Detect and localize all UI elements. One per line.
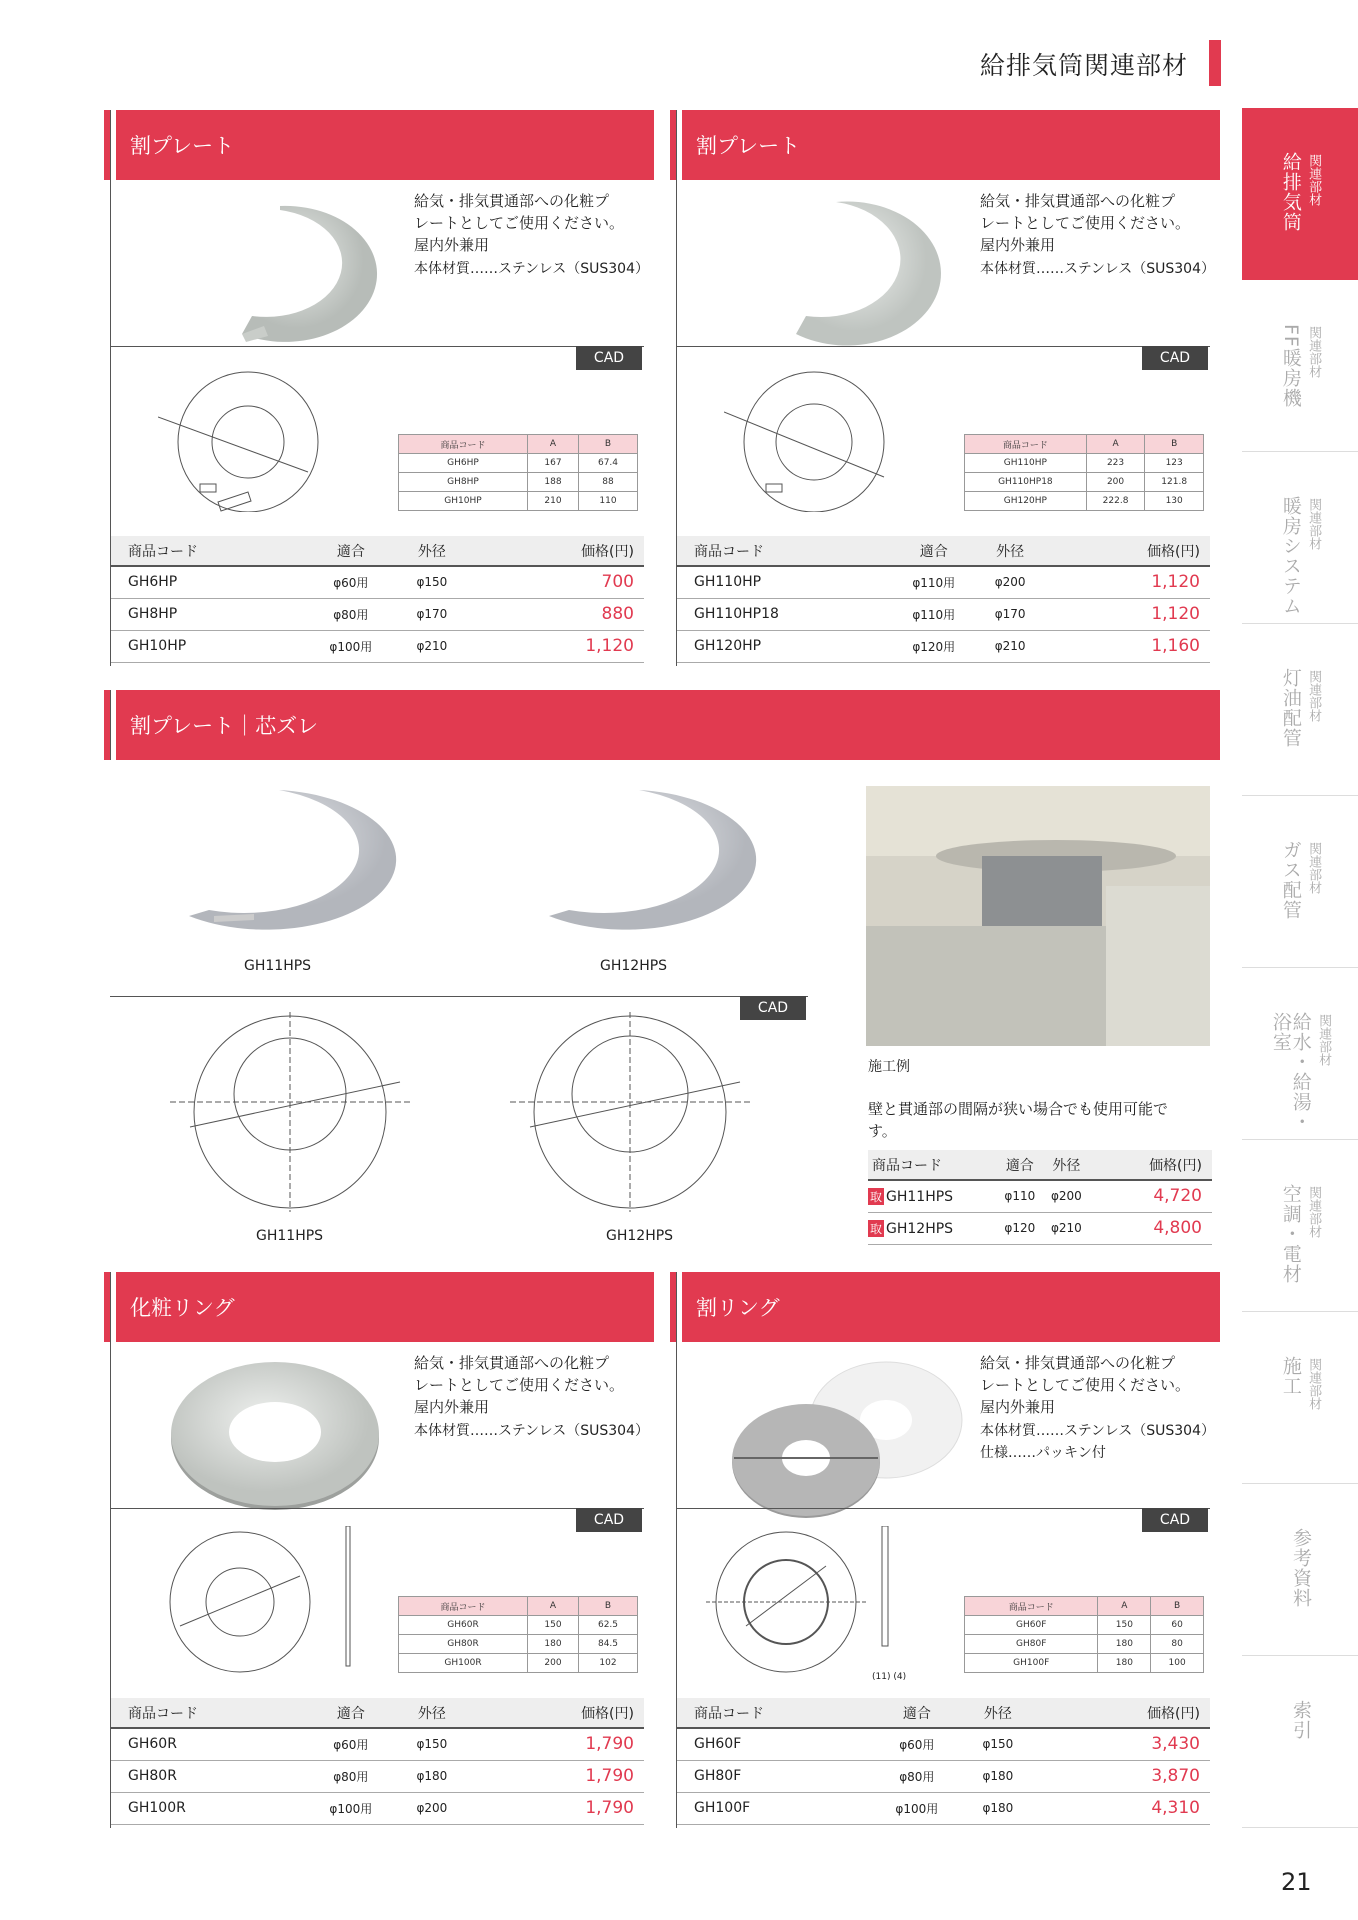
table-row: GH120HP 222.8 130 [965, 492, 1204, 511]
cad-button[interactable]: CAD [1142, 346, 1208, 370]
split-plate-drawing [158, 362, 338, 512]
cad-button[interactable]: CAD [576, 346, 642, 370]
split-plate-photo [170, 192, 390, 352]
offset-plate-photo-2 [504, 780, 774, 940]
table-row: GH110HP 223 123 [965, 454, 1204, 473]
table-row: GH120HP φ120用 φ210 1,160 [676, 630, 1210, 662]
table-row: GH6HP 167 67.4 [399, 454, 638, 473]
table-row: GH100F φ100用 φ180 4,310 [676, 1792, 1210, 1824]
table-row: GH8HP φ80用 φ170 880 [110, 598, 644, 630]
panel-title: 化粧リング [110, 1272, 654, 1342]
product-description: 壁と貫通部の間隔が狭い場合でも使用可能で す。 [868, 1100, 1169, 1140]
table-row: GH80F 180 80 [965, 1635, 1204, 1654]
dimension-table: 商品コード A B GH60R 150 62.5 GH80R 180 84.5 GH100R 200 102 [398, 1596, 638, 1673]
price-table: 商品コード 適合 外径 価格(円) 取 GH11HPS φ110 φ200 4,720 取 GH12HPS φ120 φ210 4,800 [868, 1150, 1212, 1245]
dimension-table: 商品コード A B GH6HP 167 67.4 GH8HP 188 88 GH10HP 210 110 [398, 434, 638, 511]
panel-title: 割リング [676, 1272, 1220, 1342]
panel-split-ring [676, 1272, 1220, 1832]
side-nav [1242, 108, 1358, 1828]
product-label: GH12HPS [600, 958, 668, 974]
table-row: GH6HP φ60用 φ150 700 [110, 566, 644, 598]
side-nav-item-exhaust[interactable]: 給排気筒 関連部材 [1242, 108, 1358, 280]
page-section-title: 給排気筒関連部材 [979, 51, 1188, 80]
table-row: 取 GH11HPS φ110 φ200 4,720 [868, 1180, 1212, 1212]
table-row: GH110HP18 200 121.8 [965, 473, 1204, 492]
product-description: 給気・排気貫通部への化粧プ レートとしてご使用ください。 屋内外兼用 本体材質……ステンレス（SUS304） [980, 192, 1215, 277]
offset-plate-photo-1 [144, 780, 414, 940]
offset-plate-drawing-1 [170, 1012, 470, 1212]
price-table: 商品コード 適合 外径 価格(円) GH60F φ60用 φ150 3,430 GH80F φ80用 φ180 3,870 GH100F φ100用 φ180 4,310 [676, 1698, 1210, 1825]
header-accent-bar [1209, 40, 1221, 86]
split-ring-drawing [706, 1526, 906, 1676]
panel-split-plate-1 [110, 110, 654, 670]
decorative-ring-drawing [150, 1526, 370, 1676]
panel-decorative-ring [110, 1272, 654, 1832]
table-row: GH80R 180 84.5 [399, 1635, 638, 1654]
side-nav-item-index[interactable]: 索引 [1242, 1656, 1358, 1828]
product-label: GH11HPS [244, 958, 312, 974]
panel-title: 割プレート [676, 110, 1220, 180]
table-row: GH60R φ60用 φ150 1,790 [110, 1728, 644, 1760]
table-row: GH60F φ60用 φ150 3,430 [676, 1728, 1210, 1760]
dimension-note: (11) (4) [872, 1672, 907, 1682]
table-row: 取 GH12HPS φ120 φ210 4,800 [868, 1212, 1212, 1244]
table-row: GH100R φ100用 φ200 1,790 [110, 1792, 644, 1824]
product-description: 給気・排気貫通部への化粧プ レートとしてご使用ください。 屋内外兼用 本体材質……ステンレス（SUS304） 仕様……パッキン付 [980, 1354, 1215, 1461]
table-row: GH60R 150 62.5 [399, 1616, 638, 1635]
side-nav-item-aircon[interactable]: 空調・電材 関連部材 [1242, 1140, 1358, 1312]
split-ring-photo [726, 1352, 966, 1522]
dimension-table: 商品コード A B GH110HP 223 123 GH110HP18 200 121.8 GH120HP 222.8 130 [964, 434, 1204, 511]
product-description: 給気・排気貫通部への化粧プ レートとしてご使用ください。 屋内外兼用 本体材質……ステンレス（SUS304） [414, 192, 649, 277]
side-nav-item-gas-pipe[interactable]: ガス配管 関連部材 [1242, 796, 1358, 968]
price-table: 商品コード 適合 外径 価格(円) GH110HP φ110用 φ200 1,120 GH110HP18 φ110用 φ170 1,120 GH120HP φ120用 φ210 1,160 [676, 536, 1210, 663]
panel-split-plate-2 [676, 110, 1220, 670]
table-row: GH10HP φ100用 φ210 1,120 [110, 630, 644, 662]
side-nav-item-heating[interactable]: 暖房システム 関連部材 [1242, 452, 1358, 624]
installation-example-photo [866, 786, 1210, 1046]
cad-button[interactable]: CAD [740, 996, 806, 1020]
side-nav-item-oil-pipe[interactable]: 灯油配管 関連部材 [1242, 624, 1358, 796]
panel-offset-split-plate [110, 690, 1220, 1250]
decorative-ring-photo [160, 1358, 390, 1518]
page-number: 21 [1281, 1868, 1312, 1896]
table-row: GH100R 200 102 [399, 1654, 638, 1673]
split-plate-photo [726, 192, 946, 352]
offset-plate-drawing-2 [510, 1012, 810, 1212]
cad-button[interactable]: CAD [576, 1508, 642, 1532]
table-row: GH80F φ80用 φ180 3,870 [676, 1760, 1210, 1792]
order-badge: 取 [870, 1189, 883, 1204]
side-nav-item-water[interactable]: 給水・給湯・浴室 関連部材 [1242, 968, 1358, 1140]
drawing-label: GH11HPS [256, 1228, 324, 1244]
table-row: GH100F 180 100 [965, 1654, 1204, 1673]
table-row: GH110HP18 φ110用 φ170 1,120 [676, 598, 1210, 630]
table-row: GH8HP 188 88 [399, 473, 638, 492]
table-row: GH80R φ80用 φ180 1,790 [110, 1760, 644, 1792]
table-row: GH10HP 210 110 [399, 492, 638, 511]
price-table: 商品コード 適合 外径 価格(円) GH6HP φ60用 φ150 700 GH8HP φ80用 φ170 880 GH10HP φ100用 φ210 1,120 [110, 536, 644, 663]
cad-button[interactable]: CAD [1142, 1508, 1208, 1532]
table-row: GH60F 150 60 [965, 1616, 1204, 1635]
product-description: 給気・排気貫通部への化粧プ レートとしてご使用ください。 屋内外兼用 本体材質……ステンレス（SUS304） [414, 1354, 649, 1439]
order-badge: 取 [870, 1221, 883, 1236]
dimension-table: 商品コード A B GH60F 150 60 GH80F 180 80 GH100F 180 100 [964, 1596, 1204, 1673]
side-nav-item-ff-heater[interactable]: FF暖房機 関連部材 [1242, 280, 1358, 452]
table-row: GH110HP φ110用 φ200 1,120 [676, 566, 1210, 598]
side-nav-item-reference[interactable]: 参考資料 [1242, 1484, 1358, 1656]
split-plate-drawing [724, 362, 904, 512]
panel-title: 割プレート [110, 110, 654, 180]
side-nav-item-construction[interactable]: 施工 関連部材 [1242, 1312, 1358, 1484]
price-table: 商品コード 適合 外径 価格(円) GH60R φ60用 φ150 1,790 GH80R φ80用 φ180 1,790 GH100R φ100用 φ200 1,790 [110, 1698, 644, 1825]
drawing-label: GH12HPS [606, 1228, 674, 1244]
panel-title: 割プレート｜芯ズレ [110, 690, 1220, 760]
photo-caption: 施工例 [868, 1059, 910, 1075]
